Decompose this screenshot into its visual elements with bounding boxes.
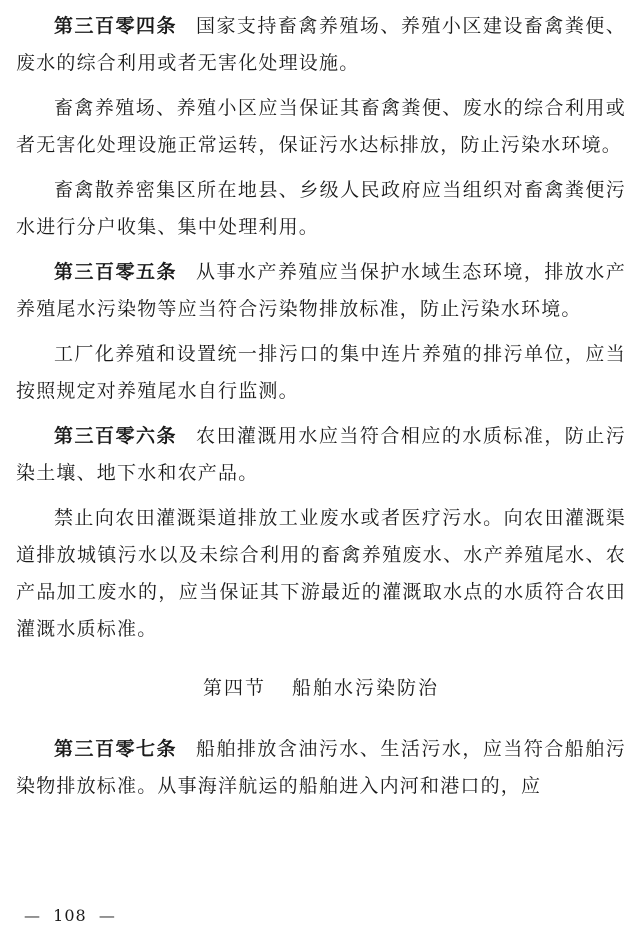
paragraph bbox=[16, 254, 626, 328]
section-heading bbox=[16, 670, 626, 707]
paragraph bbox=[16, 336, 626, 410]
document-page bbox=[16, 8, 626, 813]
paragraph bbox=[16, 90, 626, 164]
paragraph bbox=[16, 731, 626, 805]
footer-dash-left: — bbox=[24, 906, 41, 925]
paragraph bbox=[16, 500, 626, 648]
paragraph bbox=[16, 172, 626, 246]
paragraph-text: 船舶排放含油污水、生活污水，应当符合船舶污染物排放标准。从事海洋航运的船舶进入内河和港口的，应 bbox=[16, 738, 626, 797]
section-number: 第四节 bbox=[202, 677, 266, 699]
paragraph-text: 畜禽散养密集区所在地县、乡级人民政府应当组织对畜禽粪便污水进行分户收集、集中处理利用。 bbox=[16, 179, 626, 238]
article-number: 第三百零六条 bbox=[54, 425, 177, 447]
paragraph bbox=[16, 418, 626, 492]
paragraph-text: 禁止向农田灌溉渠道排放工业废水或者医疗污水。向农田灌溉渠道排放城镇污水以及未综合利用的畜禽养殖废水、水产养殖尾水、农产品加工废水的，应当保证其下游最近的灌溉取水点的水质符合农田灌溉水质标准。 bbox=[16, 507, 626, 640]
section-title: 船舶水污染防治 bbox=[292, 677, 440, 699]
paragraph bbox=[16, 8, 626, 82]
paragraph-text: 工厂化养殖和设置统一排污口的集中连片养殖的排污单位，应当按照规定对养殖尾水自行监测。 bbox=[16, 343, 626, 402]
article-number: 第三百零七条 bbox=[54, 738, 177, 760]
footer-dash-right: — bbox=[98, 906, 116, 925]
paragraph-text: 国家支持畜禽养殖场、养殖小区建设畜禽粪便、废水的综合利用或者无害化处理设施。 bbox=[16, 15, 626, 74]
page-footer bbox=[24, 906, 116, 925]
paragraph-text: 从事水产养殖应当保护水域生态环境，排放水产养殖尾水污染物等应当符合污染物排放标准，防止污染水环境。 bbox=[16, 261, 626, 320]
article-number: 第三百零四条 bbox=[54, 15, 177, 37]
article-number: 第三百零五条 bbox=[54, 261, 177, 283]
paragraph-text: 畜禽养殖场、养殖小区应当保证其畜禽粪便、废水的综合利用或者无害化处理设施正常运转，保证污水达标排放，防止污染水环境。 bbox=[16, 97, 626, 156]
page-number: 108 bbox=[53, 906, 87, 925]
paragraph-text: 农田灌溉用水应当符合相应的水质标准，防止污染土壤、地下水和农产品。 bbox=[16, 425, 626, 484]
